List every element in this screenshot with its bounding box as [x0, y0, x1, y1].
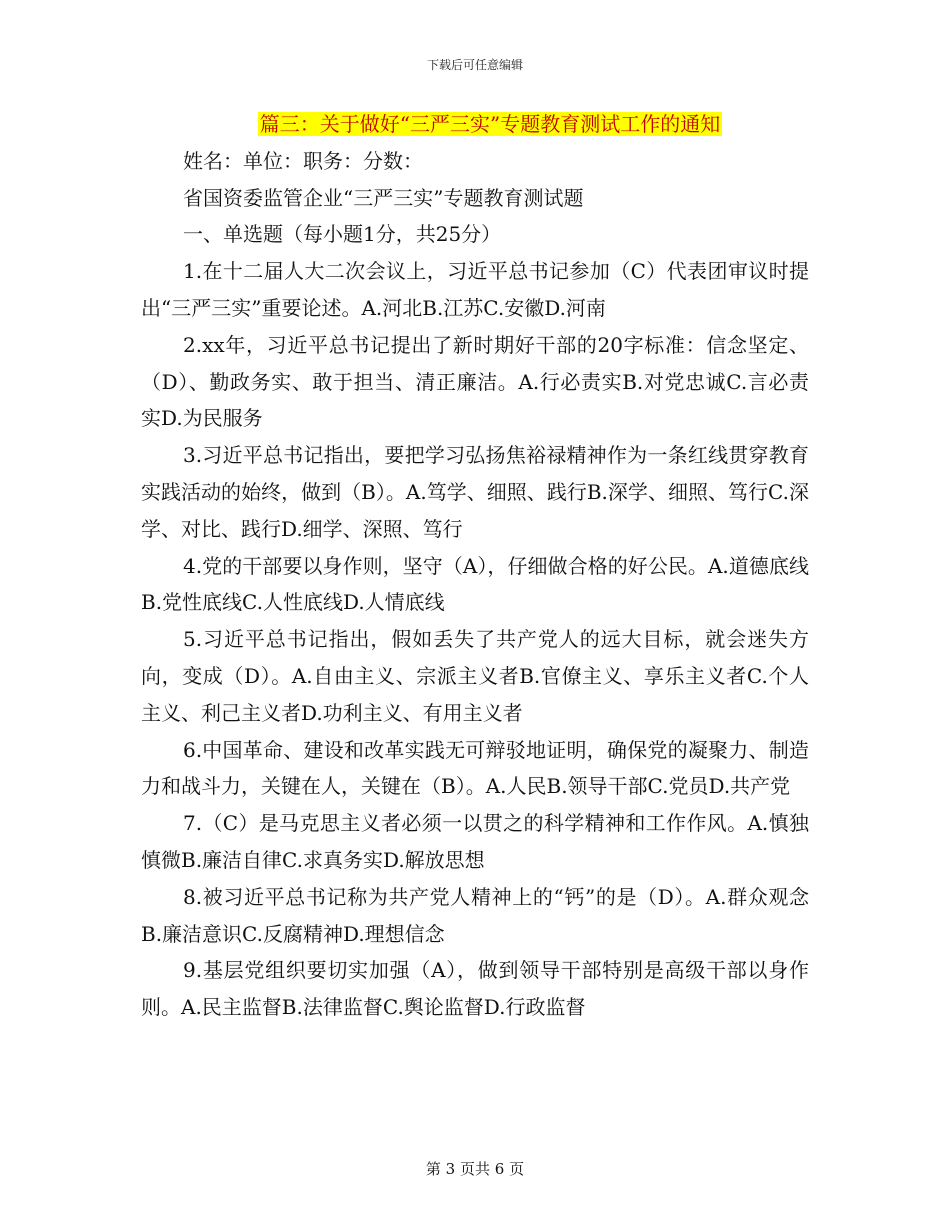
page-number: 第 3 页共 6 页 — [425, 1160, 525, 1178]
page-header: 下载后可任意编辑 — [426, 58, 523, 72]
question-7: 7.（C）是马克思主义者必须一以贯之的科学精神和工作作风。A.慎独慎微B.廉洁自律C.求真务实D.解放思想 — [141, 811, 809, 872]
section-heading: 一、单选题（每小题1分，共25分） — [183, 222, 502, 247]
question-4: 4.党的干部要以身作则，坚守（A），仔细做合格的好公民。A.道德底线B.党性底线C.人性底线D.人情底线 — [141, 553, 809, 615]
question-8: 8.被习近平总书记称为共产党人精神上的“钙”的是（D）。A.群众观念B.廉洁意识C.反腐精神D.理想信念 — [141, 884, 809, 946]
question-2: 2.xx年，习近平总书记提出了新时期好干部的20字标准：信念坚定、（D）、勤政务实、敢于担当、清正廉洁。A.行必责实B.对党忠诚C.言必责实D.为民服务 — [141, 332, 809, 431]
question-3: 3.习近平总书记指出，要把学习弘扬焦裕禄精神作为一条红线贯穿教育实践活动的始终，做到（B）。A.笃学、细照、践行B.深学、细照、笃行C.深学、对比、践行D.细学、深照、笃行 — [141, 443, 809, 541]
form-fields-line: 姓名：单位：职务：分数： — [183, 148, 423, 173]
question-1: 1.在十二届人大二次会议上，习近平总书记参加（C）代表团审议时提出“三严三实”重要论述。A.河北B.江苏C.安徽D.河南 — [141, 259, 809, 320]
document-body — [141, 106, 809, 1026]
test-title: 省国资委监管企业“三严三实”专题教育测试题 — [183, 185, 584, 210]
title-highlight: 篇三：关于做好“三严三实”专题教育测试工作的通知 — [259, 112, 721, 136]
question-6: 6.中国革命、建设和改革实践无可辩驳地证明，确保党的凝聚力、制造力和战斗力，关键在人，关键在（B）。A.人民B.领导干部C.党员D.共产党 — [141, 737, 809, 799]
document-title — [141, 106, 809, 143]
question-9: 9.基层党组织要切实加强（A），做到领导干部特别是高级干部以身作则。A.民主监督B.法律监督C.舆论监督D.行政监督 — [141, 958, 809, 1020]
question-5: 5.习近平总书记指出，假如丢失了共产党人的远大目标，就会迷失方向，变成（D）。A.自由主义、宗派主义者B.官僚主义、享乐主义者C.个人主义、利己主义者D.功利主义、有用主义者 — [141, 627, 809, 725]
